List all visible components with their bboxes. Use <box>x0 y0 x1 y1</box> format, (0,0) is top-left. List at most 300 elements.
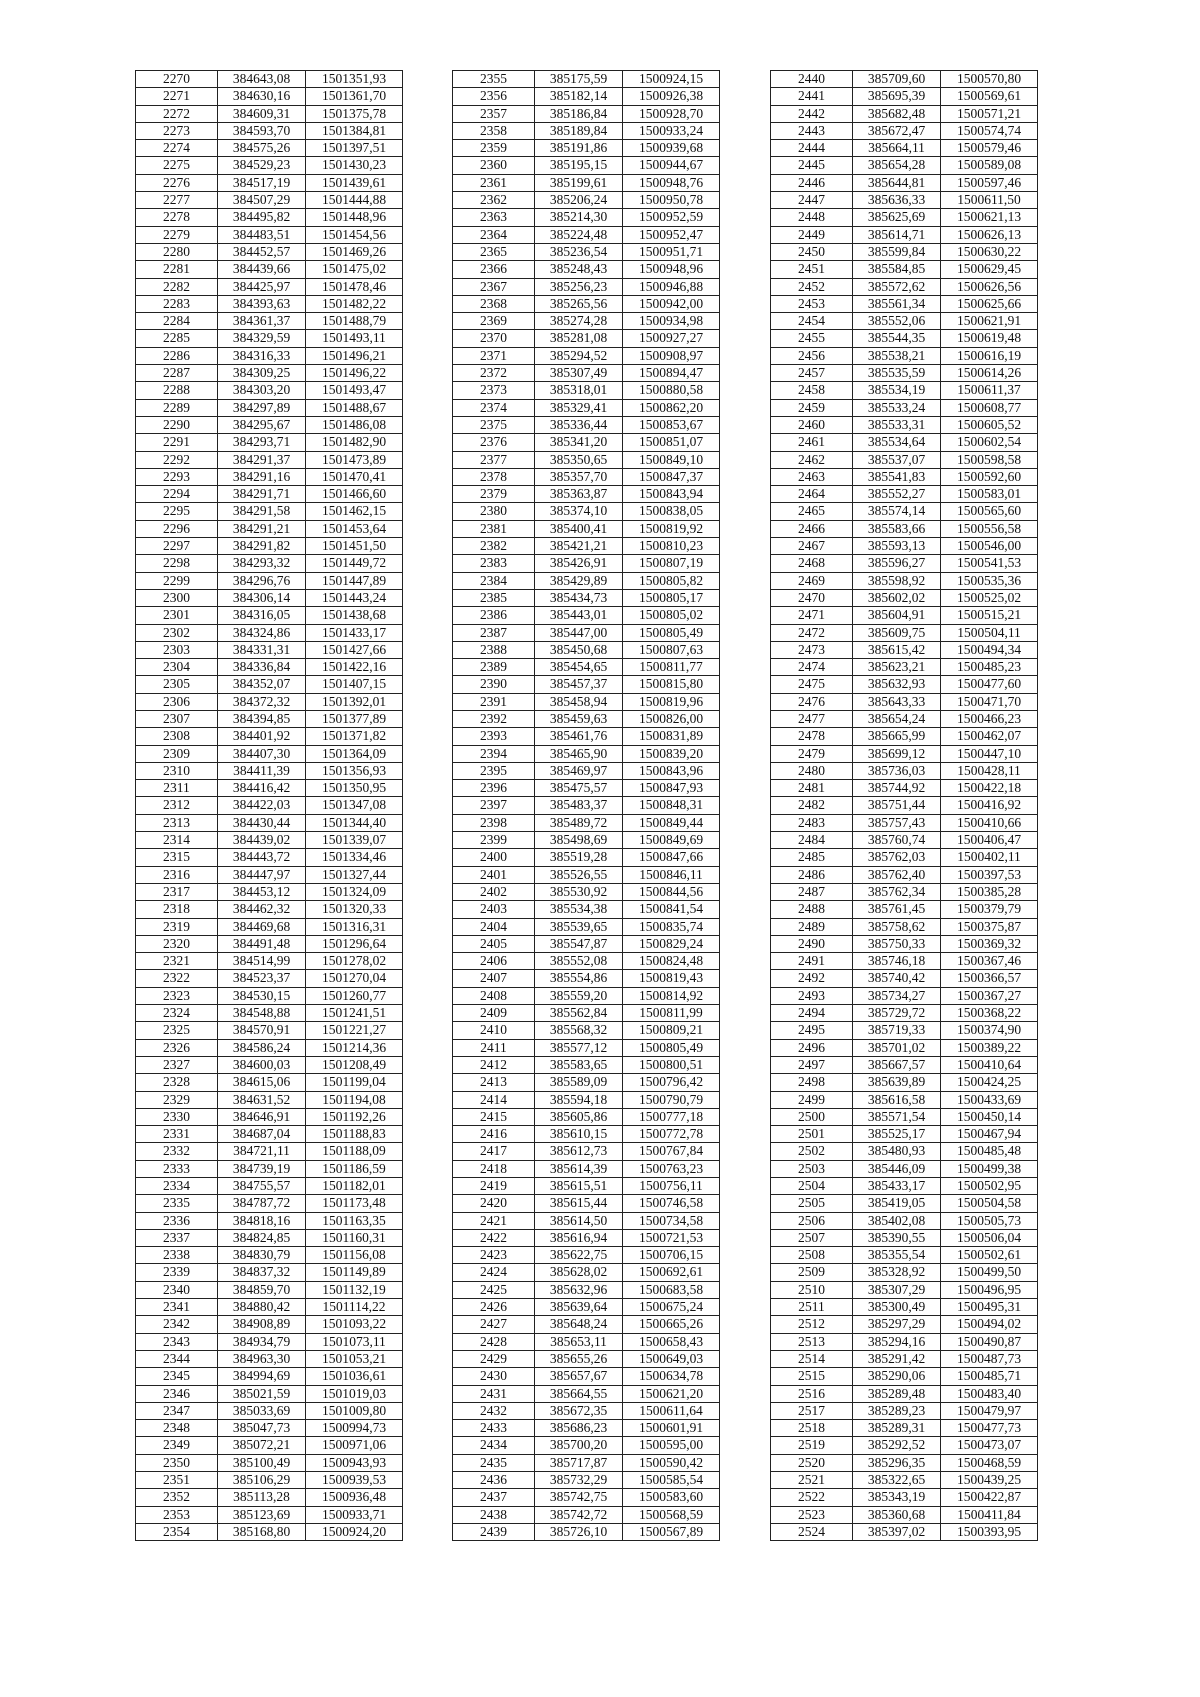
point-number-cell: 2390 <box>453 676 535 693</box>
point-number-cell: 2394 <box>453 745 535 762</box>
point-number-cell: 2466 <box>771 520 853 537</box>
x-coordinate-cell: 384462,32 <box>218 901 306 918</box>
point-number-cell: 2319 <box>136 918 218 935</box>
point-number-cell: 2367 <box>453 278 535 295</box>
x-coordinate-cell: 385623,21 <box>853 659 941 676</box>
point-number-cell: 2380 <box>453 503 535 520</box>
y-coordinate-cell: 1500496,95 <box>941 1281 1038 1298</box>
y-coordinate-cell: 1500933,71 <box>306 1506 403 1523</box>
y-coordinate-cell: 1500422,18 <box>941 780 1038 797</box>
table-row <box>453 382 720 399</box>
point-number-cell: 2514 <box>771 1350 853 1367</box>
x-coordinate-cell: 384422,03 <box>218 797 306 814</box>
table-row <box>771 572 1038 589</box>
y-coordinate-cell: 1500683,58 <box>623 1281 720 1298</box>
point-number-cell: 2493 <box>771 987 853 1004</box>
y-coordinate-cell: 1501156,08 <box>306 1247 403 1264</box>
table-row <box>771 1229 1038 1246</box>
x-coordinate-cell: 385483,37 <box>535 797 623 814</box>
table-row <box>136 710 403 727</box>
x-coordinate-cell: 385457,37 <box>535 676 623 693</box>
table-row <box>136 330 403 347</box>
table-row <box>136 261 403 278</box>
x-coordinate-cell: 384859,70 <box>218 1281 306 1298</box>
y-coordinate-cell: 1500450,14 <box>941 1108 1038 1125</box>
point-number-cell: 2393 <box>453 728 535 745</box>
y-coordinate-cell: 1500831,89 <box>623 728 720 745</box>
point-number-cell: 2337 <box>136 1229 218 1246</box>
y-coordinate-cell: 1500847,66 <box>623 849 720 866</box>
point-number-cell: 2489 <box>771 918 853 935</box>
point-number-cell: 2362 <box>453 192 535 209</box>
x-coordinate-cell: 385294,52 <box>535 347 623 364</box>
y-coordinate-cell: 1500541,53 <box>941 555 1038 572</box>
point-number-cell: 2498 <box>771 1074 853 1091</box>
point-number-cell: 2411 <box>453 1039 535 1056</box>
table-row <box>136 1299 403 1316</box>
x-coordinate-cell: 385616,94 <box>535 1229 623 1246</box>
table-row <box>453 970 720 987</box>
table-row <box>136 901 403 918</box>
point-number-cell: 2524 <box>771 1523 853 1540</box>
table-row <box>136 953 403 970</box>
point-number-cell: 2287 <box>136 365 218 382</box>
table-row <box>453 226 720 243</box>
x-coordinate-cell: 385541,83 <box>853 468 941 485</box>
y-coordinate-cell: 1500499,38 <box>941 1160 1038 1177</box>
y-coordinate-cell: 1500824,48 <box>623 953 720 970</box>
y-coordinate-cell: 1500847,37 <box>623 468 720 485</box>
y-coordinate-cell: 1501422,16 <box>306 659 403 676</box>
x-coordinate-cell: 384593,70 <box>218 122 306 139</box>
x-coordinate-cell: 385616,58 <box>853 1091 941 1108</box>
y-coordinate-cell: 1500416,92 <box>941 797 1038 814</box>
y-coordinate-cell: 1500406,47 <box>941 832 1038 849</box>
y-coordinate-cell: 1501149,89 <box>306 1264 403 1281</box>
table-row <box>771 1005 1038 1022</box>
point-number-cell: 2282 <box>136 278 218 295</box>
point-number-cell: 2384 <box>453 572 535 589</box>
x-coordinate-cell: 385113,28 <box>218 1489 306 1506</box>
point-number-cell: 2385 <box>453 589 535 606</box>
x-coordinate-cell: 385552,27 <box>853 486 941 503</box>
point-number-cell: 2292 <box>136 451 218 468</box>
y-coordinate-cell: 1501270,04 <box>306 970 403 987</box>
x-coordinate-cell: 385701,02 <box>853 1039 941 1056</box>
point-number-cell: 2420 <box>453 1195 535 1212</box>
y-coordinate-cell: 1501173,48 <box>306 1195 403 1212</box>
point-number-cell: 2447 <box>771 192 853 209</box>
point-number-cell: 2417 <box>453 1143 535 1160</box>
x-coordinate-cell: 385336,44 <box>535 416 623 433</box>
y-coordinate-cell: 1501192,26 <box>306 1108 403 1125</box>
point-number-cell: 2377 <box>453 451 535 468</box>
point-number-cell: 2444 <box>771 140 853 157</box>
x-coordinate-cell: 384837,32 <box>218 1264 306 1281</box>
x-coordinate-cell: 384687,04 <box>218 1126 306 1143</box>
x-coordinate-cell: 385421,21 <box>535 538 623 555</box>
y-coordinate-cell: 1500515,21 <box>941 607 1038 624</box>
x-coordinate-cell: 384306,14 <box>218 589 306 606</box>
x-coordinate-cell: 385465,90 <box>535 745 623 762</box>
x-coordinate-cell: 384291,58 <box>218 503 306 520</box>
y-coordinate-cell: 1500933,24 <box>623 122 720 139</box>
y-coordinate-cell: 1500626,56 <box>941 278 1038 295</box>
y-coordinate-cell: 1500611,64 <box>623 1402 720 1419</box>
point-number-cell: 2340 <box>136 1281 218 1298</box>
y-coordinate-cell: 1500565,60 <box>941 503 1038 520</box>
x-coordinate-cell: 384523,37 <box>218 970 306 987</box>
table-row <box>453 1472 720 1489</box>
point-number-cell: 2418 <box>453 1160 535 1177</box>
point-number-cell: 2361 <box>453 174 535 191</box>
table-row <box>771 624 1038 641</box>
point-number-cell: 2342 <box>136 1316 218 1333</box>
table-row <box>136 1489 403 1506</box>
y-coordinate-cell: 1500579,46 <box>941 140 1038 157</box>
table-row <box>136 1437 403 1454</box>
table-row <box>453 105 720 122</box>
y-coordinate-cell: 1501449,72 <box>306 555 403 572</box>
y-coordinate-cell: 1500819,96 <box>623 693 720 710</box>
table-row <box>136 1178 403 1195</box>
x-coordinate-cell: 384430,44 <box>218 814 306 831</box>
table-row <box>453 1350 720 1367</box>
x-coordinate-cell: 385664,55 <box>535 1385 623 1402</box>
table-row <box>453 313 720 330</box>
point-number-cell: 2290 <box>136 416 218 433</box>
point-number-cell: 2388 <box>453 641 535 658</box>
x-coordinate-cell: 384643,08 <box>218 71 306 88</box>
y-coordinate-cell: 1500621,20 <box>623 1385 720 1402</box>
point-number-cell: 2356 <box>453 88 535 105</box>
y-coordinate-cell: 1500805,02 <box>623 607 720 624</box>
x-coordinate-cell: 384631,52 <box>218 1091 306 1108</box>
table-row <box>453 987 720 1004</box>
table-row <box>136 192 403 209</box>
y-coordinate-cell: 1500767,84 <box>623 1143 720 1160</box>
y-coordinate-cell: 1501186,59 <box>306 1160 403 1177</box>
y-coordinate-cell: 1500658,43 <box>623 1333 720 1350</box>
x-coordinate-cell: 385289,31 <box>853 1420 941 1437</box>
point-number-cell: 2317 <box>136 883 218 900</box>
y-coordinate-cell: 1500626,13 <box>941 226 1038 243</box>
y-coordinate-cell: 1501475,02 <box>306 261 403 278</box>
point-number-cell: 2424 <box>453 1264 535 1281</box>
table-row <box>771 1523 1038 1540</box>
table-row <box>771 1056 1038 1073</box>
x-coordinate-cell: 385446,09 <box>853 1160 941 1177</box>
point-number-cell: 2324 <box>136 1005 218 1022</box>
x-coordinate-cell: 385498,69 <box>535 832 623 849</box>
table-row <box>771 1420 1038 1437</box>
table-row <box>453 1005 720 1022</box>
x-coordinate-cell: 384372,32 <box>218 693 306 710</box>
point-number-cell: 2461 <box>771 434 853 451</box>
x-coordinate-cell: 385168,80 <box>218 1523 306 1540</box>
table-row <box>136 1126 403 1143</box>
x-coordinate-cell: 385636,33 <box>853 192 941 209</box>
point-number-cell: 2516 <box>771 1385 853 1402</box>
point-number-cell: 2325 <box>136 1022 218 1039</box>
x-coordinate-cell: 385758,62 <box>853 918 941 935</box>
table-row <box>136 624 403 641</box>
table-row <box>453 503 720 520</box>
point-number-cell: 2305 <box>136 676 218 693</box>
y-coordinate-cell: 1500807,19 <box>623 555 720 572</box>
y-coordinate-cell: 1501371,82 <box>306 728 403 745</box>
y-coordinate-cell: 1501339,07 <box>306 832 403 849</box>
x-coordinate-cell: 385248,43 <box>535 261 623 278</box>
y-coordinate-cell: 1500397,53 <box>941 866 1038 883</box>
table-row <box>453 416 720 433</box>
point-number-cell: 2445 <box>771 157 853 174</box>
y-coordinate-cell: 1501009,80 <box>306 1402 403 1419</box>
x-coordinate-cell: 385757,43 <box>853 814 941 831</box>
point-number-cell: 2497 <box>771 1056 853 1073</box>
y-coordinate-cell: 1500424,25 <box>941 1074 1038 1091</box>
table-row <box>136 849 403 866</box>
table-row <box>136 313 403 330</box>
y-coordinate-cell: 1500571,21 <box>941 105 1038 122</box>
y-coordinate-cell: 1501466,60 <box>306 486 403 503</box>
table-row <box>771 347 1038 364</box>
y-coordinate-cell: 1500649,03 <box>623 1350 720 1367</box>
x-coordinate-cell: 385552,08 <box>535 953 623 970</box>
y-coordinate-cell: 1501438,68 <box>306 607 403 624</box>
x-coordinate-cell: 385614,39 <box>535 1160 623 1177</box>
x-coordinate-cell: 384291,71 <box>218 486 306 503</box>
table-row <box>771 1454 1038 1471</box>
x-coordinate-cell: 385360,68 <box>853 1506 941 1523</box>
table-row <box>771 503 1038 520</box>
point-number-cell: 2386 <box>453 607 535 624</box>
y-coordinate-cell: 1500880,58 <box>623 382 720 399</box>
x-coordinate-cell: 384352,07 <box>218 676 306 693</box>
point-number-cell: 2485 <box>771 849 853 866</box>
x-coordinate-cell: 385552,06 <box>853 313 941 330</box>
point-number-cell: 2389 <box>453 659 535 676</box>
table-row <box>771 1437 1038 1454</box>
x-coordinate-cell: 385667,57 <box>853 1056 941 1073</box>
table-row <box>771 71 1038 88</box>
point-number-cell: 2349 <box>136 1437 218 1454</box>
table-row <box>453 901 720 918</box>
point-number-cell: 2363 <box>453 209 535 226</box>
x-coordinate-cell: 385639,89 <box>853 1074 941 1091</box>
table-row <box>771 226 1038 243</box>
y-coordinate-cell: 1501182,01 <box>306 1178 403 1195</box>
x-coordinate-cell: 385341,20 <box>535 434 623 451</box>
point-number-cell: 2428 <box>453 1333 535 1350</box>
y-coordinate-cell: 1501433,17 <box>306 624 403 641</box>
point-number-cell: 2354 <box>136 1523 218 1540</box>
x-coordinate-cell: 385729,72 <box>853 1005 941 1022</box>
point-number-cell: 2500 <box>771 1108 853 1125</box>
x-coordinate-cell: 385447,00 <box>535 624 623 641</box>
table-row <box>136 1316 403 1333</box>
point-number-cell: 2379 <box>453 486 535 503</box>
point-number-cell: 2452 <box>771 278 853 295</box>
x-coordinate-cell: 385632,93 <box>853 676 941 693</box>
x-coordinate-cell: 384425,97 <box>218 278 306 295</box>
y-coordinate-cell: 1500608,77 <box>941 399 1038 416</box>
table-row <box>136 1281 403 1298</box>
y-coordinate-cell: 1501488,67 <box>306 399 403 416</box>
table-row <box>771 987 1038 1004</box>
x-coordinate-cell: 385695,39 <box>853 88 941 105</box>
table-row <box>771 1039 1038 1056</box>
point-number-cell: 2405 <box>453 935 535 952</box>
table-row <box>453 607 720 624</box>
table-row <box>136 468 403 485</box>
x-coordinate-cell: 385526,55 <box>535 866 623 883</box>
table-row <box>771 365 1038 382</box>
y-coordinate-cell: 1500597,46 <box>941 174 1038 191</box>
x-coordinate-cell: 385256,23 <box>535 278 623 295</box>
y-coordinate-cell: 1501448,96 <box>306 209 403 226</box>
x-coordinate-cell: 385657,67 <box>535 1368 623 1385</box>
table-row <box>136 122 403 139</box>
y-coordinate-cell: 1500800,51 <box>623 1056 720 1073</box>
x-coordinate-cell: 385604,91 <box>853 607 941 624</box>
table-row <box>136 1523 403 1540</box>
table-row <box>771 1247 1038 1264</box>
x-coordinate-cell: 385628,02 <box>535 1264 623 1281</box>
table-row <box>136 209 403 226</box>
x-coordinate-cell: 384303,20 <box>218 382 306 399</box>
table-row <box>771 762 1038 779</box>
table-row <box>136 1247 403 1264</box>
y-coordinate-cell: 1500944,67 <box>623 157 720 174</box>
x-coordinate-cell: 384394,85 <box>218 710 306 727</box>
point-number-cell: 2416 <box>453 1126 535 1143</box>
y-coordinate-cell: 1500494,34 <box>941 641 1038 658</box>
table-row <box>453 330 720 347</box>
y-coordinate-cell: 1500487,73 <box>941 1350 1038 1367</box>
y-coordinate-cell: 1501208,49 <box>306 1056 403 1073</box>
y-coordinate-cell: 1500841,54 <box>623 901 720 918</box>
y-coordinate-cell: 1500927,27 <box>623 330 720 347</box>
point-number-cell: 2439 <box>453 1523 535 1540</box>
x-coordinate-cell: 385625,69 <box>853 209 941 226</box>
table-row <box>453 641 720 658</box>
x-coordinate-cell: 384880,42 <box>218 1299 306 1316</box>
x-coordinate-cell: 384407,30 <box>218 745 306 762</box>
x-coordinate-cell: 385033,69 <box>218 1402 306 1419</box>
table-row <box>771 1143 1038 1160</box>
y-coordinate-cell: 1500630,22 <box>941 243 1038 260</box>
point-number-cell: 2331 <box>136 1126 218 1143</box>
x-coordinate-cell: 385665,99 <box>853 728 941 745</box>
x-coordinate-cell: 385762,03 <box>853 849 941 866</box>
point-number-cell: 2323 <box>136 987 218 1004</box>
y-coordinate-cell: 1500621,91 <box>941 313 1038 330</box>
table-row <box>453 1056 720 1073</box>
x-coordinate-cell: 385596,27 <box>853 555 941 572</box>
y-coordinate-cell: 1500611,50 <box>941 192 1038 209</box>
y-coordinate-cell: 1500567,89 <box>623 1523 720 1540</box>
x-coordinate-cell: 385390,55 <box>853 1229 941 1246</box>
table-row <box>136 365 403 382</box>
x-coordinate-cell: 385648,24 <box>535 1316 623 1333</box>
x-coordinate-cell: 385363,87 <box>535 486 623 503</box>
point-number-cell: 2457 <box>771 365 853 382</box>
table-row <box>453 797 720 814</box>
y-coordinate-cell: 1500494,02 <box>941 1316 1038 1333</box>
table-row <box>453 434 720 451</box>
point-number-cell: 2506 <box>771 1212 853 1229</box>
y-coordinate-cell: 1500490,87 <box>941 1333 1038 1350</box>
y-coordinate-cell: 1500616,19 <box>941 347 1038 364</box>
x-coordinate-cell: 384787,72 <box>218 1195 306 1212</box>
y-coordinate-cell: 1501482,90 <box>306 434 403 451</box>
x-coordinate-cell: 384529,23 <box>218 157 306 174</box>
table-row <box>453 1402 720 1419</box>
y-coordinate-cell: 1500602,54 <box>941 434 1038 451</box>
table-row <box>771 953 1038 970</box>
table-row <box>771 174 1038 191</box>
x-coordinate-cell: 385740,42 <box>853 970 941 987</box>
y-coordinate-cell: 1501344,40 <box>306 814 403 831</box>
table-row <box>453 88 720 105</box>
x-coordinate-cell: 384934,79 <box>218 1333 306 1350</box>
point-number-cell: 2410 <box>453 1022 535 1039</box>
x-coordinate-cell: 385614,71 <box>853 226 941 243</box>
table-row <box>136 451 403 468</box>
point-number-cell: 2468 <box>771 555 853 572</box>
y-coordinate-cell: 1500862,20 <box>623 399 720 416</box>
y-coordinate-cell: 1500367,46 <box>941 953 1038 970</box>
y-coordinate-cell: 1500934,98 <box>623 313 720 330</box>
y-coordinate-cell: 1501320,33 <box>306 901 403 918</box>
y-coordinate-cell: 1500504,11 <box>941 624 1038 641</box>
table-row <box>771 693 1038 710</box>
x-coordinate-cell: 385289,23 <box>853 1402 941 1419</box>
point-number-cell: 2335 <box>136 1195 218 1212</box>
x-coordinate-cell: 384575,26 <box>218 140 306 157</box>
y-coordinate-cell: 1500948,96 <box>623 261 720 278</box>
table-row <box>136 1039 403 1056</box>
point-number-cell: 2446 <box>771 174 853 191</box>
table-row <box>453 538 720 555</box>
point-number-cell: 2301 <box>136 607 218 624</box>
point-number-cell: 2276 <box>136 174 218 191</box>
point-number-cell: 2330 <box>136 1108 218 1125</box>
x-coordinate-cell: 385433,17 <box>853 1178 941 1195</box>
y-coordinate-cell: 1500849,69 <box>623 832 720 849</box>
point-number-cell: 2421 <box>453 1212 535 1229</box>
point-number-cell: 2273 <box>136 122 218 139</box>
y-coordinate-cell: 1500546,00 <box>941 538 1038 555</box>
point-number-cell: 2314 <box>136 832 218 849</box>
table-row <box>453 278 720 295</box>
table-row <box>136 140 403 157</box>
table-row <box>453 1264 720 1281</box>
point-number-cell: 2343 <box>136 1333 218 1350</box>
table-row <box>136 1368 403 1385</box>
x-coordinate-cell: 384491,48 <box>218 935 306 952</box>
point-number-cell: 2455 <box>771 330 853 347</box>
x-coordinate-cell: 385443,01 <box>535 607 623 624</box>
point-number-cell: 2302 <box>136 624 218 641</box>
y-coordinate-cell: 1501493,11 <box>306 330 403 347</box>
point-number-cell: 2274 <box>136 140 218 157</box>
y-coordinate-cell: 1501447,89 <box>306 572 403 589</box>
y-coordinate-cell: 1500805,17 <box>623 589 720 606</box>
point-number-cell: 2312 <box>136 797 218 814</box>
x-coordinate-cell: 385343,19 <box>853 1489 941 1506</box>
